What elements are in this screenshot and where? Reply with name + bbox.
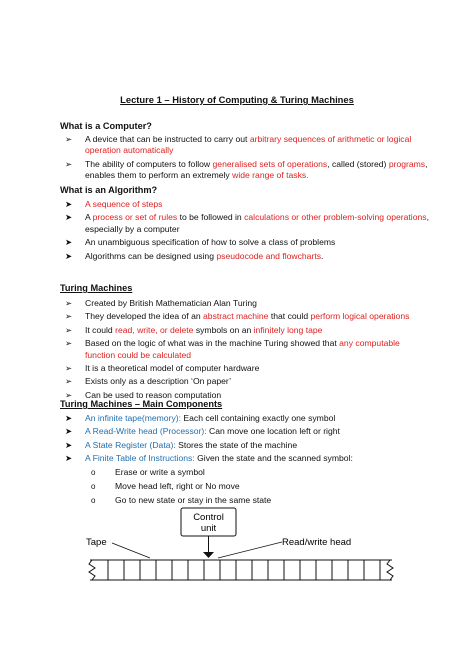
item-text: perform logical operations	[310, 311, 410, 322]
head-label: Read/write head	[282, 537, 352, 548]
list-item	[60, 134, 430, 157]
item-text: A	[85, 212, 93, 223]
circle-bullet-icon: o	[91, 467, 96, 477]
item-text: to be followed in	[177, 212, 245, 223]
item-text: abstract machine	[203, 311, 269, 322]
list-item	[60, 212, 430, 235]
computer-bullets	[60, 134, 430, 184]
bullet-arrow-icon: ➤	[65, 199, 73, 209]
components-bullets	[60, 413, 430, 510]
control-unit-label-line2: unit	[200, 523, 217, 534]
item-text: infinitely long tape	[253, 324, 323, 335]
list-item	[60, 159, 430, 182]
item-text: , called (stored)	[327, 158, 389, 169]
list-item	[60, 453, 430, 507]
list-item	[60, 325, 430, 336]
tape-right-break	[387, 560, 393, 580]
bullet-arrow-icon: ➤	[65, 439, 73, 450]
item-text: Algorithms can be designed using	[85, 250, 217, 261]
item-text: .	[321, 250, 324, 261]
bullet-arrow-icon: ➤	[65, 237, 73, 248]
heading-what-is-algorithm: What is an Algorithm?	[60, 185, 158, 195]
item-text: A Read-Write head (Processor):	[85, 426, 207, 437]
item-text: An infinite tape(memory):	[85, 413, 181, 423]
bullet-arrow-icon: ➢	[65, 311, 73, 322]
algorithm-bullets	[60, 199, 430, 264]
bullet-arrow-icon: ➢	[65, 376, 73, 387]
item-text: arbitrary sequences of arithmetic or logical operation automatically	[85, 134, 412, 156]
tape-left-break	[89, 560, 95, 580]
item-text: any computable function could be calculated	[85, 338, 400, 360]
list-item	[60, 426, 430, 437]
item-text: Exists only as a description ‘On paper’	[85, 376, 232, 387]
item-text: Stores the state of the machine	[175, 439, 298, 450]
sub-list-item	[85, 467, 430, 478]
document-title: Lecture 1 – History of Computing & Turing Machines	[120, 94, 354, 105]
bullet-arrow-icon: ➢	[65, 324, 73, 335]
item-text: wide range of tasks.	[232, 170, 309, 181]
sub-item-text: Erase or write a symbol	[115, 466, 205, 477]
item-text: , enables them to perform an extremely	[85, 158, 428, 181]
item-text: Given the state and the scanned symbol:	[194, 453, 353, 464]
item-text: Each cell containing exactly one symbol	[181, 413, 336, 423]
item-text: A sequence of steps	[85, 199, 163, 209]
bullet-arrow-icon: ➤	[65, 413, 73, 423]
heading-what-is-computer: What is a Computer?	[60, 121, 152, 131]
item-text: A State Register (Data):	[85, 439, 176, 450]
item-text: read, write, or delete	[115, 324, 194, 335]
list-item	[60, 298, 430, 309]
heading-main-components: Turing Machines – Main Components	[60, 399, 223, 409]
turing-bullets	[60, 298, 430, 403]
list-item	[60, 237, 430, 248]
item-text: A Finite Table of Instructions:	[85, 453, 195, 464]
list-item	[60, 251, 430, 262]
item-text: It is a theoretical model of computer hardware	[85, 363, 260, 374]
item-text: programs	[388, 158, 426, 169]
head-pointer	[203, 552, 214, 558]
item-text: Created by British Mathematician Alan Turing	[85, 298, 257, 308]
item-text: calculations or other problem-solving operations	[244, 212, 427, 223]
list-item	[60, 413, 430, 424]
item-text: An unambiguous specification of how to solve a class of problems	[85, 237, 336, 248]
tape-cells	[108, 560, 380, 580]
item-text: generalised sets of operations	[212, 158, 328, 169]
item-text: Can move one location left or right	[206, 426, 340, 437]
turing-machine-diagram	[0, 500, 474, 610]
control-unit-label-line1: Control	[193, 512, 224, 523]
item-text: pseudocode and flowcharts	[216, 250, 322, 261]
list-item	[60, 199, 430, 210]
item-text: Based on the logic of what was in the machine Turing showed that	[85, 338, 340, 349]
bullet-arrow-icon: ➢	[65, 338, 73, 349]
bullet-arrow-icon: ➤	[65, 212, 73, 223]
sub-item-text: Move head left, right or No move	[115, 481, 240, 492]
bullet-arrow-icon: ➤	[65, 426, 73, 437]
list-item	[60, 311, 430, 322]
item-text: It could	[85, 324, 116, 335]
bullet-arrow-icon: ➢	[65, 158, 73, 169]
item-text: symbols on an	[193, 324, 254, 335]
tape-label: Tape	[86, 537, 107, 548]
item-text: that could	[268, 311, 311, 322]
list-item	[60, 338, 430, 361]
bullet-arrow-icon: ➤	[65, 250, 73, 261]
bullet-arrow-icon: ➢	[65, 389, 73, 400]
head-label-pointer	[218, 542, 282, 558]
list-item	[60, 376, 430, 387]
item-text: process or set of rules	[92, 212, 178, 223]
item-text: They developed the idea of an	[85, 311, 204, 322]
item-text: A device that can be instructed to carry out	[85, 134, 250, 144]
bullet-arrow-icon: ➢	[65, 134, 73, 144]
item-text: The ability of computers to follow	[85, 158, 213, 169]
sub-item-text: Go to new state or stay in the same state	[115, 495, 272, 506]
circle-bullet-icon: o	[91, 482, 96, 492]
tape-label-pointer	[112, 543, 150, 558]
list-item	[60, 363, 430, 374]
item-text: Can be used to reason computation	[85, 389, 222, 400]
list-item	[60, 440, 430, 451]
bullet-arrow-icon: ➤	[65, 453, 73, 464]
bullet-arrow-icon: ➢	[65, 363, 73, 374]
sub-list-item	[85, 481, 430, 492]
item-text: , especially by a computer	[85, 212, 429, 234]
bullet-arrow-icon: ➢	[65, 298, 73, 308]
heading-turing-machines: Turing Machines	[60, 283, 133, 293]
circle-bullet-icon: o	[91, 496, 96, 506]
